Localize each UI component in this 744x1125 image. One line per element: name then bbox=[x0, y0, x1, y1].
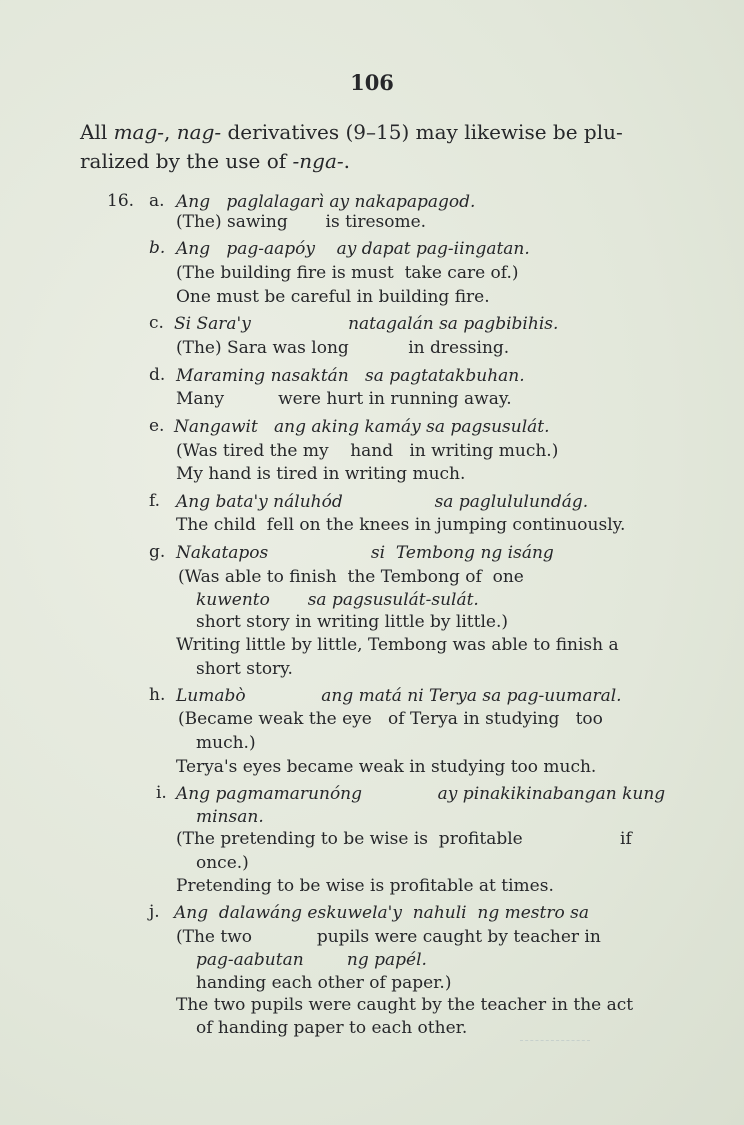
item-h-tagalog: Lumabò ang matá ni Terya sa pag-uumaral. bbox=[176, 686, 622, 706]
item-i-tagalog: Ang pagmamarunóng ay pinakikinabangan kung bbox=[176, 784, 666, 804]
item-i-gloss: (The pretending to be wise is profitable if bbox=[176, 829, 632, 849]
item-b-gloss: (The building fire is must take care of.) bbox=[176, 263, 519, 283]
intro-text: ralized by the use of bbox=[80, 149, 293, 173]
item-h-gloss: (Became weak the eye of Terya in studying too bbox=[178, 709, 603, 729]
item-h-gloss-2: much.) bbox=[196, 733, 256, 753]
item-f-tagalog: Ang bata'y náluhód sa paglululundág. bbox=[176, 492, 589, 512]
item-label-h: h. bbox=[149, 685, 166, 705]
item-j-gloss: (The two pupils were caught by teacher in bbox=[176, 927, 601, 947]
intro-line-1 bbox=[80, 118, 700, 147]
item-label-c: c. bbox=[149, 313, 164, 333]
intro-line-2 bbox=[80, 147, 700, 176]
item-label-j: j. bbox=[149, 902, 160, 922]
item-g-tagalog-2: kuwento sa pagsusulát-sulát. bbox=[196, 590, 479, 610]
item-g-tagalog: Nakatapos si Tembong ng isáng bbox=[176, 543, 554, 563]
item-g-translation-2: short story. bbox=[196, 659, 293, 679]
intro-text: All bbox=[80, 120, 114, 144]
intro-text: . bbox=[343, 149, 351, 173]
item-i-gloss-2: once.) bbox=[196, 853, 249, 873]
item-a-tagalog: Ang paglalagarì ay nakapapagod. bbox=[176, 192, 476, 212]
item-label-d: d. bbox=[149, 365, 166, 385]
item-e-translation: My hand is tired in writing much. bbox=[176, 464, 466, 484]
item-label-b: b. bbox=[149, 238, 166, 258]
item-c-gloss: (The) Sara was long in dressing. bbox=[176, 338, 510, 358]
page-number: 106 bbox=[350, 70, 394, 95]
item-label-e: e. bbox=[149, 416, 165, 436]
item-j-tagalog-2: pag-aabutan ng papél. bbox=[196, 950, 427, 970]
item-f-gloss: The child fell on the knees in jumping continuously. bbox=[176, 515, 626, 535]
item-e-tagalog: Nangawit ang aking kamáy sa pagsusulát. bbox=[174, 417, 550, 437]
item-label-i: i. bbox=[156, 783, 167, 803]
item-g-gloss: (Was able to finish the Tembong of one bbox=[178, 567, 524, 587]
faint-bleed-mark bbox=[520, 1040, 590, 1047]
intro-text: , bbox=[164, 120, 177, 144]
item-label-f: f. bbox=[149, 491, 161, 511]
item-i-tagalog-2: minsan. bbox=[196, 807, 264, 827]
intro-nga: -nga- bbox=[292, 149, 344, 173]
item-c-tagalog: Si Sara'y natagalán sa pagbibihis. bbox=[174, 314, 559, 334]
item-b-translation: One must be careful in building fire. bbox=[176, 287, 490, 307]
item-d-tagalog: Maraming nasaktán sa pagtatakbuhan. bbox=[176, 366, 525, 386]
item-label-g: g. bbox=[149, 542, 166, 562]
example-number: 16. bbox=[107, 191, 135, 211]
intro-text: derivatives (9–15) may likewise be plu- bbox=[221, 120, 623, 144]
item-e-gloss: (Was tired the my hand in writing much.) bbox=[176, 441, 559, 461]
item-j-gloss-2: handing each other of paper.) bbox=[196, 973, 452, 993]
item-i-translation: Pretending to be wise is profitable at times. bbox=[176, 876, 554, 896]
item-j-tagalog: Ang dalawáng eskuwela'y nahuli ng mestro sa bbox=[174, 903, 589, 923]
item-g-translation: Writing little by little, Tembong was able to finish a bbox=[176, 635, 619, 655]
item-g-gloss-2: short story in writing little by little.) bbox=[196, 612, 509, 632]
item-b-tagalog: Ang pag-aapóy ay dapat pag-iingatan. bbox=[176, 239, 530, 259]
item-h-translation: Terya's eyes became weak in studying too much. bbox=[176, 757, 597, 777]
item-d-gloss: Many were hurt in running away. bbox=[176, 389, 512, 409]
intro-paragraph bbox=[80, 118, 700, 176]
item-label-a: a. bbox=[149, 191, 165, 211]
intro-mag: mag- bbox=[113, 120, 165, 144]
intro-nag: nag- bbox=[176, 120, 222, 144]
item-j-translation-2: of handing paper to each other. bbox=[196, 1018, 468, 1038]
item-j-translation: The two pupils were caught by the teacher in the act bbox=[176, 995, 634, 1015]
item-a-gloss: (The) sawing is tiresome. bbox=[176, 212, 427, 232]
